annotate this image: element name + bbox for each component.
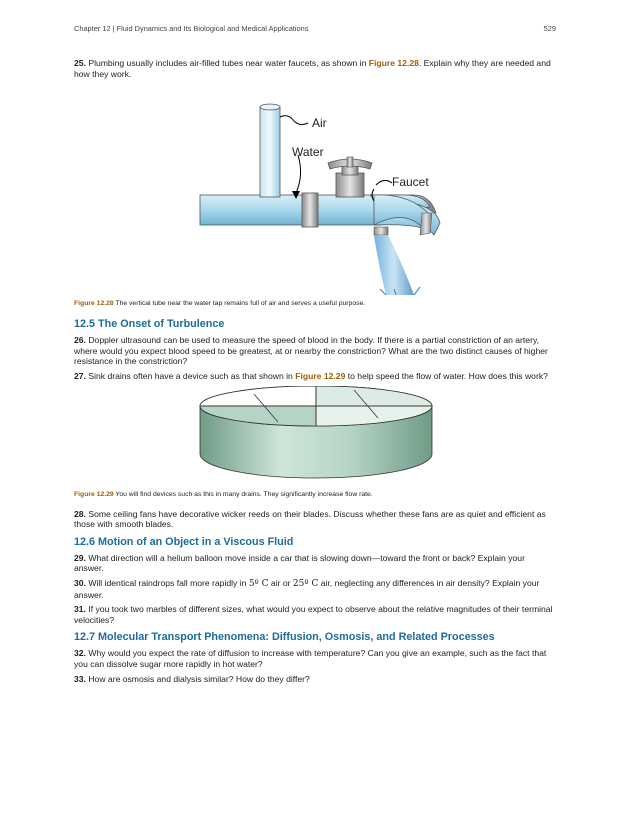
question-25: 25. Plumbing usually includes air-filled tubes near water faucets, as shown in Figure 12.28. Explain why they are needed and how they work.	[74, 58, 551, 79]
label-faucet: Faucet	[392, 175, 429, 190]
temperature-25c: 25º C	[292, 578, 319, 589]
figure-12-28	[74, 83, 556, 295]
section-12-5-heading: 12.5 The Onset of Turbulence	[74, 318, 225, 331]
label-air: Air	[312, 116, 327, 131]
question-number: 32.	[74, 648, 86, 659]
question-26: 26. Doppler ultrasound can be used to measure the speed of blood in the body. If there is a partial constriction of an artery, where would you expect blood speed to be greatest, at or nearby the constriction? What are the two distinct causes of higher resistance in the constriction?	[74, 335, 548, 367]
drain-blade-1	[200, 386, 316, 406]
figure-link-12-28[interactable]: Figure 12.28	[368, 58, 419, 68]
figure-12-29	[74, 386, 556, 486]
question-32: 32. Why would you expect the rate of diffusion to increase with temperature? Can you give an example, such as the fact that you can dissolve sugar more rapidly in hot water?	[74, 648, 547, 669]
chapter-title: Chapter 12 | Fluid Dynamics and Its Biological and Medical Applications	[74, 24, 309, 33]
valve-bonnet	[336, 173, 364, 197]
question-33: 33. How are osmosis and dialysis similar? How do they differ?	[74, 673, 310, 684]
drain-device-illustration	[74, 386, 556, 486]
temperature-5c: 5º C	[248, 578, 269, 589]
page-number: 529	[543, 24, 556, 33]
question-31: 31. If you took two marbles of different sizes, what would you expect to observe about the relative magnitudes of their terminal velocities?	[74, 604, 553, 625]
question-number: 26.	[74, 335, 86, 346]
question-number: 29.	[74, 552, 86, 563]
page-header	[74, 24, 556, 33]
page-content	[74, 58, 556, 688]
question-27: 27. Sink drains often have a device such as that shown in Figure 12.29 to help speed the flow of water. How does this work?	[74, 370, 548, 381]
caption-label: Figure 12.29	[74, 490, 114, 498]
horizontal-pipe	[200, 195, 380, 225]
figure-12-29-caption: Figure 12.29 You will find devices such as this in many drains. They significantly increase flow rate.	[74, 490, 373, 498]
figure-12-28-caption: Figure 12.28 The vertical tube near the water tap remains full of air and serves a useful purpose.	[74, 300, 366, 308]
question-number: 28.	[74, 508, 86, 519]
question-number: 25.	[74, 58, 86, 68]
question-number: 33.	[74, 673, 86, 684]
air-tube	[260, 107, 280, 197]
question-30: 30. Will identical raindrops fall more rapidly in 5º C air or 25º C air, neglecting any differences in air density? Explain your answer.	[74, 577, 540, 600]
section-12-6-heading: 12.6 Motion of an Object in a Viscous Fluid	[74, 535, 294, 548]
question-29: 29. What direction will a helium balloon move inside a car that is slowing down—toward the front or back? Explain your answer.	[74, 552, 525, 574]
question-number: 27.	[74, 370, 86, 381]
question-number: 31.	[74, 604, 86, 615]
section-12-7-heading: 12.7 Molecular Transport Phenomena: Diffusion, Osmosis, and Related Processes	[74, 631, 495, 644]
question-number: 30.	[74, 577, 86, 588]
water-stream	[374, 235, 414, 295]
faucet-illustration	[74, 83, 556, 295]
caption-label: Figure 12.28	[74, 300, 114, 308]
label-water: Water	[292, 145, 324, 160]
figure-link-12-29[interactable]: Figure 12.29	[295, 370, 346, 381]
drain-blade-2	[316, 386, 432, 406]
question-28: 28. Some ceiling fans have decorative wicker reeds on their blades. Discuss whether these fans are as quiet and efficient as those with smooth blades.	[74, 508, 546, 530]
